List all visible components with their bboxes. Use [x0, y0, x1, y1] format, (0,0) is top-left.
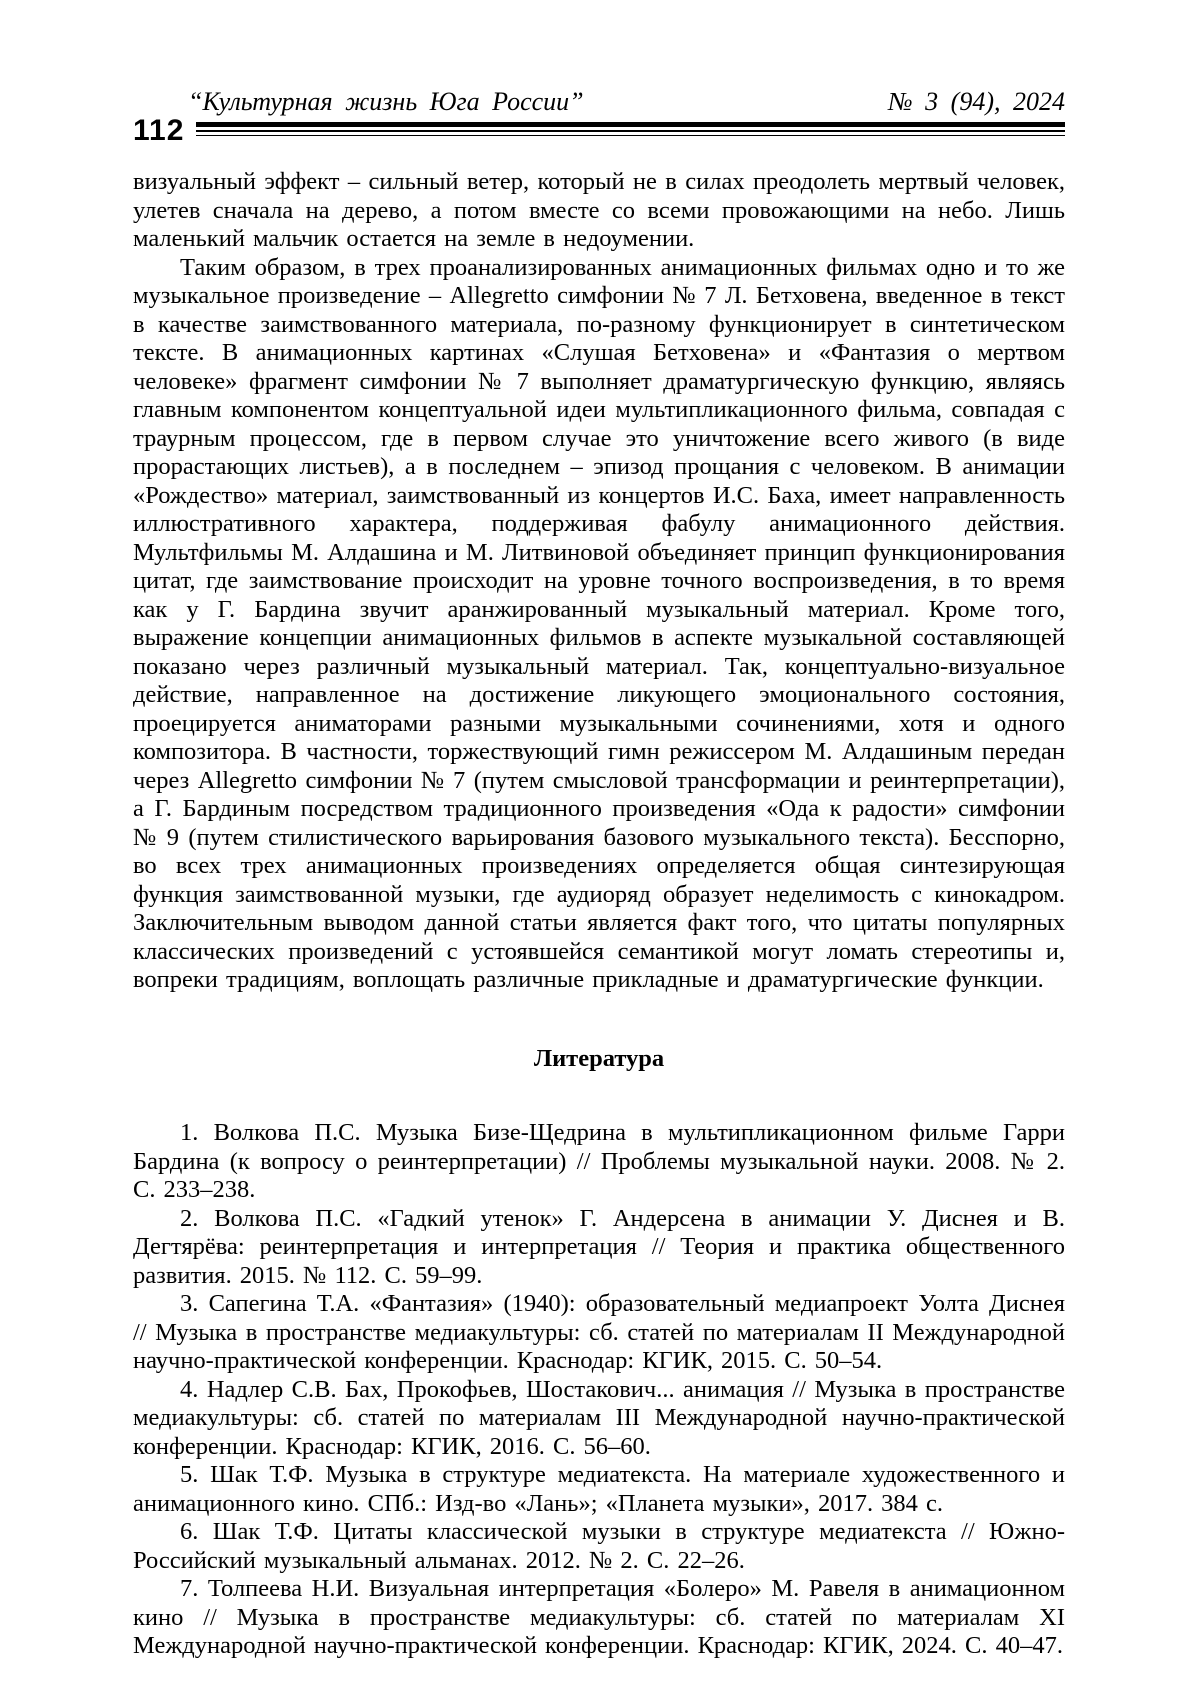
page-number: 112 [133, 114, 185, 147]
rule-thick [196, 122, 1065, 127]
page-header [133, 88, 1065, 145]
header-rule-row [133, 114, 1065, 147]
rule-hair [196, 135, 1065, 136]
reference-item: 1. Волкова П.С. Музыка Бизе-Щедрина в мультипликационном фильме Гарри Бардина (к вопросу о реинтерпретации) // Проблемы музыкальной науки. 2008. № 2. С. 233–238. [133, 1119, 1065, 1203]
references-heading: Литература [533, 1044, 665, 1072]
body-paragraph: Таким образом, в трех проанализированных анимационных фильмах одно и то же музыкальное произведение – Allegretto симфонии № 7 Л. Бетховена, введенное в текст в качестве заимствованного материала, по-разному функционирует в синтетическом тексте. В анимационных картинах «Слушая Бетховена» и «Фантазия о мертвом человеке» фрагмент симфонии № 7 выполняет драматургическую функцию, являясь главным компонентом концептуальной идеи мультипликационного фильма, совпадая с траурным процессом, где в первом случае это уничтожение всего живого (в виде прорастающих листьев), а в последнем – эпизод прощания с человеком. В анимации «Рождество» материал, заимствованный из концертов И.С. Баха, имеет направленность иллюстративного характера, поддерживая фабулу анимационного действия. Мультфильмы М. Алдашина и М. Литвиновой объединяет принцип функционирования цитат, где заимствование происходит на уровне точного воспроизведения, в то время как у Г. Бардина звучит аранжированный музыкальный материал. Кроме того, выражение концепции анимационных фильмов в аспекте музыкальной составляющей показано через различный музыкальный материал. Так, концептуально-визуальное действие, направленное на достижение ликующего эмоционального состояния, проецируется аниматорами разными музыкальными сочинениями, хотя и одного композитора. В частности, торжествующий гимн режиссером М. Алдашиным передан через Allegretto симфонии № 7 (путем смысловой трансформации и реинтерпретации), а Г. Бардиным посредством традиционного произведения «Ода к радости» симфонии № 9 (путем стилистического варьирования базового музыкального текста). Бесспорно, во всех трех анимационных произведениях определяется общая синтезирующая функция заимствованной музыки, где аудиоряд образует неделимость с кинокадром. Заключительным выводом данной статьи является факт того, что цитаты популярных классических произведений с устоявшейся семантикой могут ломать стереотипы и, вопреки традициям, воплощать различные прикладные и драматургические функции. [133, 253, 1065, 993]
body-paragraph: визуальный эффект – сильный ветер, который не в силах преодолеть мертвый человек, улетев сначала на дерево, а потом вместе со всеми провожающими на небо. Лишь маленький мальчик остается на земле в недоумении. [133, 168, 1065, 252]
header-rule [196, 121, 1065, 136]
reference-item: 4. Надлер С.В. Бах, Прокофьев, Шостакович... анимация // Музыка в пространстве медиакультуры: сб. статей по материалам III Международной научно-практической конференции. Краснодар: КГИК, 2016. С. 56–60. [133, 1375, 1065, 1460]
reference-item: 6. Шак Т.Ф. Цитаты классической музыки в структуре медиатекста // Южно-Российский музыкальный альманах. 2012. № 2. С. 22–26. [133, 1518, 1065, 1574]
article-body [133, 168, 1065, 1661]
reference-item: 5. Шак Т.Ф. Музыка в структуре медиатекста. На материале художественного и анимационного кино. СПб.: Изд-во «Лань»; «Планета музыки», 2017. 384 с. [133, 1461, 1065, 1517]
issue-number: № 3 (94), 2024 [888, 87, 1065, 116]
rule-thin [196, 130, 1065, 132]
journal-title: “Культурная жизнь Юга России” [188, 87, 584, 116]
reference-item: 3. Сапегина Т.А. «Фантазия» (1940): образовательный медиапроект Уолта Диснея // Музыка в пространстве медиакультуры: сб. статей по материалам II Международной научно-практической конференции. Краснодар: КГИК, 2015. С. 50–54. [133, 1290, 1065, 1374]
reference-item: 2. Волкова П.С. «Гадкий утенок» Г. Андерсена в анимации У. Диснея и В. Дегтярёва: реинтерпретация и интерпретация // Теория и практика общественного развития. 2015. № 112. С. 59–99. [133, 1204, 1065, 1289]
references-list [133, 1119, 1065, 1661]
reference-item: 7. Толпеева Н.И. Визуальная интерпретация «Болеро» М. Равеля в анимационном кино // Музыка в пространстве медиакультуры: сб. статей по материалам XI Международной научно-практической конференции. Краснодар: КГИК, 2024. С. 40–47. [133, 1575, 1065, 1659]
running-head [133, 88, 1065, 116]
